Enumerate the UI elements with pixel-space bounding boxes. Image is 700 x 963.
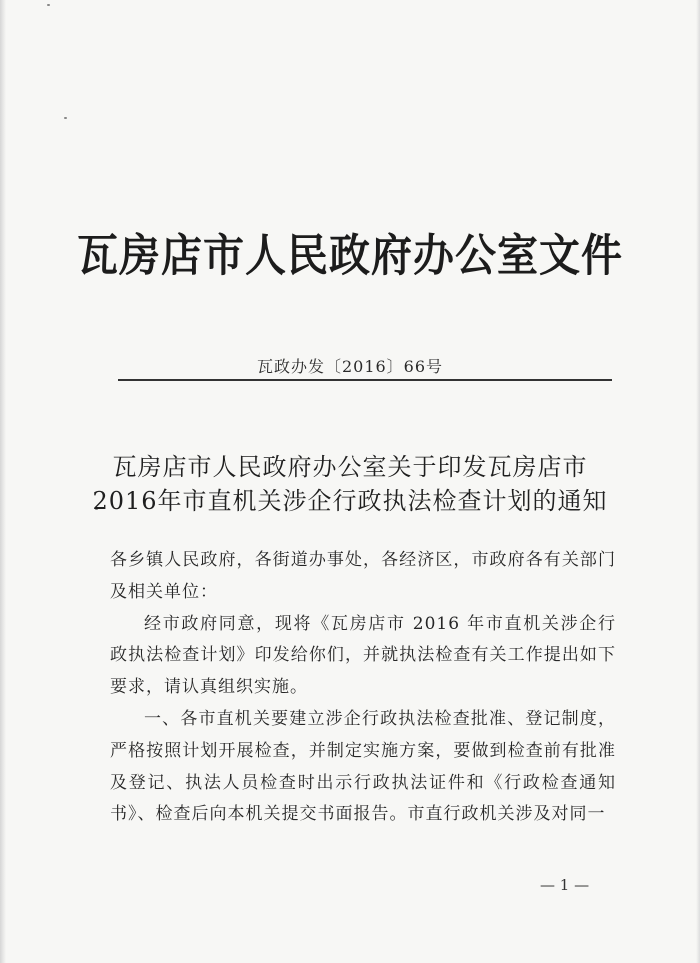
scan-speck bbox=[64, 117, 67, 119]
document-header: 瓦房店市人民政府办公室文件 bbox=[77, 229, 623, 282]
body-paragraph-2: 一、各市直机关要建立涉企行政执法检查批准、登记制度，严格按照计划开展检查，并制定实施方案，要做到检查前有批准及登记、执法人员检查时出示行政执法证件和《行政检查通知书》、检查后向本机关提交书面报告。市直行政机关涉及对同一 bbox=[110, 708, 616, 825]
header-divider-line bbox=[118, 379, 612, 381]
document-title-line-2: 2016年市直机关涉企行政执法检查计划的通知 bbox=[92, 487, 608, 515]
document-body bbox=[110, 545, 616, 831]
page-number: — 1 — bbox=[540, 876, 590, 894]
scan-speck bbox=[47, 4, 50, 6]
document-title-line-1: 瓦房店市人民政府办公室关于印发瓦房店市 bbox=[112, 453, 588, 481]
body-paragraph-1: 经市政府同意，现将《瓦房店市 2016 年市直机关涉企行政执法检查计划》印发给你们，并就执法检查有关工作提出如下要求，请认真组织实施。 bbox=[110, 613, 616, 698]
addressees: 各乡镇人民政府，各街道办事处，各经济区，市政府各有关部门及相关单位： bbox=[110, 550, 616, 602]
document-number: 瓦政办发〔2016〕66号 bbox=[256, 357, 444, 376]
